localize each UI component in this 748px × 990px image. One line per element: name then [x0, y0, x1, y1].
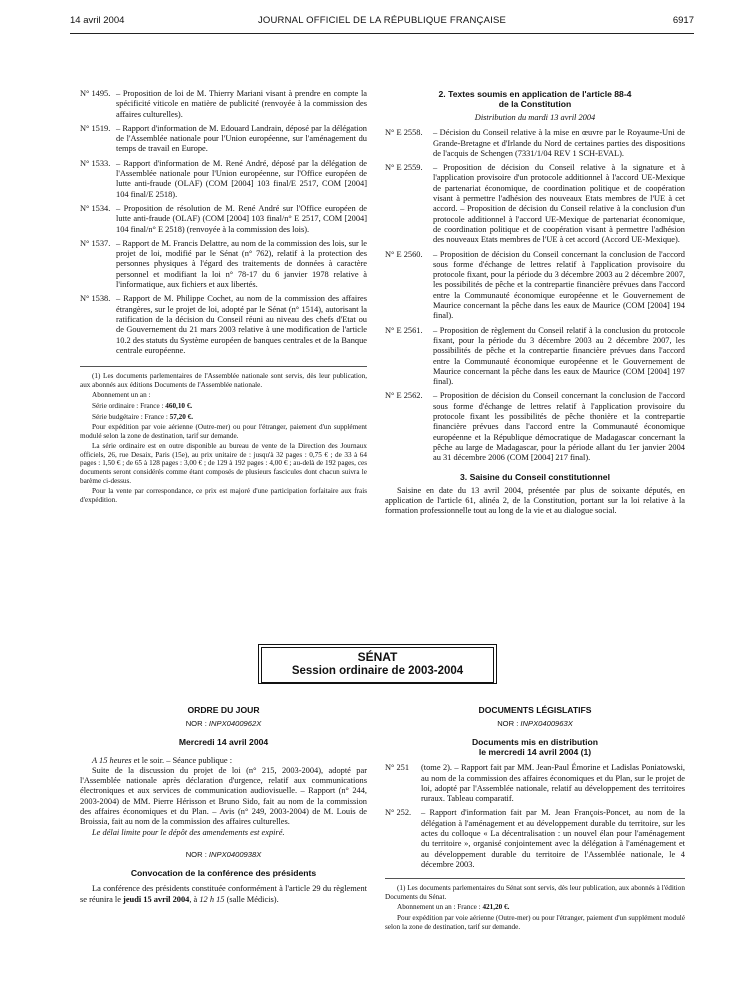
left-column — [80, 89, 367, 506]
entry-item — [80, 89, 367, 120]
ordre-nor: NOR : INPX0400962X — [185, 719, 262, 728]
section3-heading: 3. Saisine du Conseil constitutionnel — [460, 471, 610, 482]
entry-item — [385, 326, 685, 388]
entry-number: N° 1519. — [80, 123, 111, 133]
header-date: 14 avril 2004 — [70, 15, 125, 26]
docs-subtitle: Documents mis en distribution le mercredi 14 avril 2004 (1) — [471, 737, 599, 758]
senat-subtitle: Session ordinaire de 2003-2004 — [291, 665, 464, 677]
documents-legislatifs-column — [385, 705, 685, 933]
entry-text: – Proposition de résolution de M. René André sur l'Office européen de lutte anti-fraude (OLAF) (COM [2004] 103 final/n° E 2517, COM [2004] 104 final/n° E 2518) (renvoyée à la commission des lois). — [116, 203, 367, 234]
conference-title: Convocation de la conférence des présidents — [130, 868, 317, 879]
entry-number: N° 1495. — [80, 89, 111, 98]
docs-footnote-p3: Pour expédition par voie aérienne (Outre-mer) ou pour l'étranger, paiement d'un supplément modulé selon la zone de destination, tarif sur demande. — [385, 914, 685, 931]
entry-number: N° 252. — [385, 808, 412, 818]
entry-text: – Rapport de M. Francis Delattre, au nom de la commission des lois, sur le projet de loi, modifié par le Sénat (n° 762), relatif à la protection des personnes physiques à l'égard des traitements de données à caractère personnel et modifiant la loi n° 78-17 du 6 janvier 1978 relative à l'informatique, aux fichiers et aux libertés. — [116, 238, 367, 290]
entry-number: N° 1538. — [80, 294, 111, 304]
entry-text: (tome 2). – Rapport fait par MM. Jean-Paul Émorine et Ladislas Poniatowski, au nom de la commission des affaires économiques et du Plan, sur le projet de loi, adopté par l'Assemblée nationale, relatif au développement des territoires ruraux. Tableau comparatif. — [421, 763, 685, 804]
entry-text: – Rapport de M. Philippe Cochet, au nom de la commission des affaires étrangères, sur le projet de loi, adopté par le Sénat (n° 1514), autorisant la ratification de la décision du Conseil réuni au niveau des chefs d'Etat ou de Gouvernement du 21 mars 2003 relative à une modification de l'article 10.2 des statuts du Système européen de banques centrales et de la Banque centrale européenne. — [116, 294, 367, 355]
entry-text: – Rapport d'information fait par M. Jean François-Poncet, au nom de la délégation à l'aménagement et au développement durable du territoire, sur les actes du colloque « La décentralisation : un nouvel élan pour l'aménagement du territoire », organisé conjointement avec la délégation à l'aménagement et au développement durable du territoire de l'Assemblée nationale, le 4 décembre 2003. — [421, 808, 685, 869]
entry-item — [80, 204, 367, 235]
entry-text: – Proposition de loi de M. Thierry Mariani visant à prendre en compte la spécificité viticole en matière de publicité (renvoyée à la commission des affaires culturelles). — [116, 89, 367, 119]
docs-nor: NOR : INPX0400963X — [497, 719, 573, 728]
entry-text: – Proposition de règlement du Conseil relatif à la conclusion du protocole fixant, pour la période du 3 décembre 2003 au 2 décembre 2007, les possibilités de pêche et la contrepartie financière prévues dans l'accord entre la Communauté économique européenne et le Gouvernement de Maurice concernant la pêche dans les eaux de Maurice (COM [2004] 197 final). — [433, 325, 685, 387]
header-page-number: 6917 — [672, 15, 694, 26]
entry-item — [385, 808, 685, 870]
entry-item — [385, 128, 685, 159]
entry-item — [385, 163, 685, 245]
footnote-p7: Pour la vente par correspondance, ce prix est majoré d'une participation forfaitaire aux frais d'expédition. — [80, 487, 367, 504]
entry-item — [80, 159, 367, 200]
entry-text: – Proposition de décision du Conseil relative à la signature et à l'application provisoire d'un protocole additionnel à l'accord UE-Mexique de partenariat économique, de coordination politique et de coopération visant à permettre l'adhésion des nouveaux Etats membres de l'UE à cet accord. – Proposition de décision du Conseil relative à la conclusion d'un protocole additionnel à l'accord UE-Mexique de partenariat économique, de coordination politique et de coopération visant à permettre l'adhésion des nouveaux Etats membres de l'UE à cet accord (Accord UE-Mexique). — [433, 163, 685, 245]
footnote-p4: Série budgétaire : France : 57,20 €. — [92, 412, 193, 421]
footnote-p6: La série ordinaire est en outre disponible au bureau de vente de la Direction des Journaux officiels, 26, rue Desaix, Paris (15e), au prix unitaire de : jusqu'à 32 pages : 0,75 € ; de 33 à 64 pages : 1,50 € ; de 65 à 128 pages : 3,00 € ; de 129 à 192 pages : 4,00 € ; au-delà de 192 pages, ces documents seront considérés comme étant composés de plusieurs fascicules dont chacun suivra le barème ci-dessus. — [80, 442, 367, 485]
footnote-p2: Abonnement un an : — [92, 391, 151, 400]
entry-number: N° E 2561. — [385, 325, 423, 335]
footnote-p1: (1) Les documents parlementaires de l'Assemblée nationale sont servis, dès leur publication, aux abonnés aux éditions Documents de l'Assemblée nationale. — [80, 372, 367, 389]
docs-entry-list — [385, 763, 685, 870]
header-journal-title: JOURNAL OFFICIEL DE LA RÉPUBLIQUE FRANÇAISE — [257, 15, 507, 26]
docs-footnote-p1: (1) Les documents parlementaires du Sénat sont servis, dès leur publication, aux abonnés à l'édition Documents du Sénat. — [385, 884, 685, 901]
ordre-title: ORDRE DU JOUR — [187, 705, 260, 715]
right-column — [385, 89, 685, 516]
docs-title: DOCUMENTS LÉGISLATIFS — [478, 705, 592, 715]
entry-text: – Rapport d'information de M. Edouard Landrain, déposé par la délégation de l'Assemblée nationale pour l'Union européenne, sur l'aménagement du temps de travail en Europe. — [116, 123, 367, 154]
docs-footnote-p2: Abonnement un an : France : 421,20 €. — [397, 903, 510, 912]
entry-item — [385, 250, 685, 322]
conference-text: La conférence des présidents constituée conformément à l'article 29 du règlement se réunira le jeudi 15 avril 2004, à 12 h 15 (salle Médicis). — [80, 884, 367, 904]
footnote-p5: Pour expédition par voie aérienne (Outre-mer) ou pour l'étranger, paiement d'un supplément modulé selon la zone de destination, tarif sur demande. — [80, 423, 367, 440]
entry-number: N° E 2559. — [385, 163, 423, 173]
ordre-seance-line: A 15 heures et le soir. – Séance publique : — [92, 755, 233, 765]
entry-item — [80, 294, 367, 356]
docs-footnote — [385, 878, 685, 931]
entry-number: N° 1533. — [80, 158, 111, 168]
entry-text: – Proposition de décision du Conseil concernant la conclusion de l'accord sous forme d'échange de lettres relatif à l'application provisoire du protocole fixant les possibilités de pêche thonière et la contrepartie financière prévues dans l'accord entre la Communauté économique européenne et la République démocratique de Madagascar concernant la pêche au large de Madagascar, pour la période allant du 1er janvier 2004 au 31 décembre 2006 (COM [2004] 217 final). — [433, 391, 685, 463]
left-entry-list — [80, 89, 367, 356]
ordre-date: Mercredi 14 avril 2004 — [178, 737, 269, 748]
left-footnote — [80, 366, 367, 504]
entry-text: – Proposition de décision du Conseil concernant la conclusion de l'accord sous forme d'échange de lettres relatif à l'application provisoire du protocole fixant, pour la période du 3 décembre 2003 au 2 décembre 2007, les possibilités de pêche et la contrepartie financière prévues dans l'accord entre la Communauté économique européenne et le Gouvernement de Maurice concernant la pêche dans les eaux de Maurice (COM [2004] 194 final). — [433, 249, 685, 321]
entry-number: N° E 2560. — [385, 249, 423, 259]
entry-number: N° E 2558. — [385, 128, 423, 138]
entry-number: N° 1534. — [80, 203, 111, 213]
section2-heading: 2. Textes soumis en application de l'article 88-4 de la Constitution — [438, 89, 632, 109]
section3-text: Saisine en date du 13 avril 2004, présentée par plus de soixante députés, en application de l'article 61, alinéa 2, de la Constitution, portant sur la loi relative à la formation professionnelle tout au long de la vie et au dialogue social. — [385, 485, 685, 516]
entry-item — [80, 124, 367, 155]
ordre-paragraph: Suite de la discussion du projet de loi (n° 215, 2003-2004), adopté par l'Assemblée nationale après déclaration d'urgence, relatif aux communications électroniques et aux services de communication audiovisuelle. – Rapport (n° 244, 2003-2004) de MM. Pierre Hérisson et Bruno Sido, fait au nom de la commission des affaires économiques et du Plan. – Avis (n° 249, 2003-2004) de M. Louis de Broissia, fait au nom de la commission des affaires culturelles. — [80, 765, 367, 827]
entry-text: – Rapport d'information de M. René André, déposé par la délégation de l'Assemblée nationale pour l'Union européenne, sur l'Office européen de lutte anti-fraude (OLAF) (COM [2004] 103 final/E 2517, COM [2004] 104 final/E 2518). — [116, 158, 367, 199]
right-entry-list — [385, 128, 685, 463]
ordre-du-jour-column — [80, 705, 367, 905]
entry-text: – Décision du Conseil relative à la mise en œuvre par le Royaume-Uni de Grande-Bretagne et d'Irlande du Nord de certaines parties des dispositions de l'acquis de Schengen (7331/1/04 REV 1 SCH-EVAL). — [433, 128, 685, 158]
page-header — [70, 15, 694, 29]
header-rule — [70, 33, 694, 34]
entry-item — [385, 391, 685, 463]
footnote-p3: Série ordinaire : France : 460,10 €. — [92, 401, 193, 410]
entry-number: N° E 2562. — [385, 391, 423, 401]
entry-number: N° 251 — [385, 763, 410, 773]
entry-number: N° 1537. — [80, 238, 111, 248]
ordre-delai: Le délai limite pour le dépôt des amendements est expiré. — [92, 827, 285, 837]
entry-item — [80, 239, 367, 290]
entry-item — [385, 763, 685, 804]
senat-title: SÉNAT — [357, 650, 398, 664]
ordre-nor-2: NOR : INPX0400938X — [185, 849, 262, 859]
section2-distribution-date: Distribution du mardi 13 avril 2004 — [474, 113, 596, 122]
senat-title-box — [258, 644, 497, 684]
